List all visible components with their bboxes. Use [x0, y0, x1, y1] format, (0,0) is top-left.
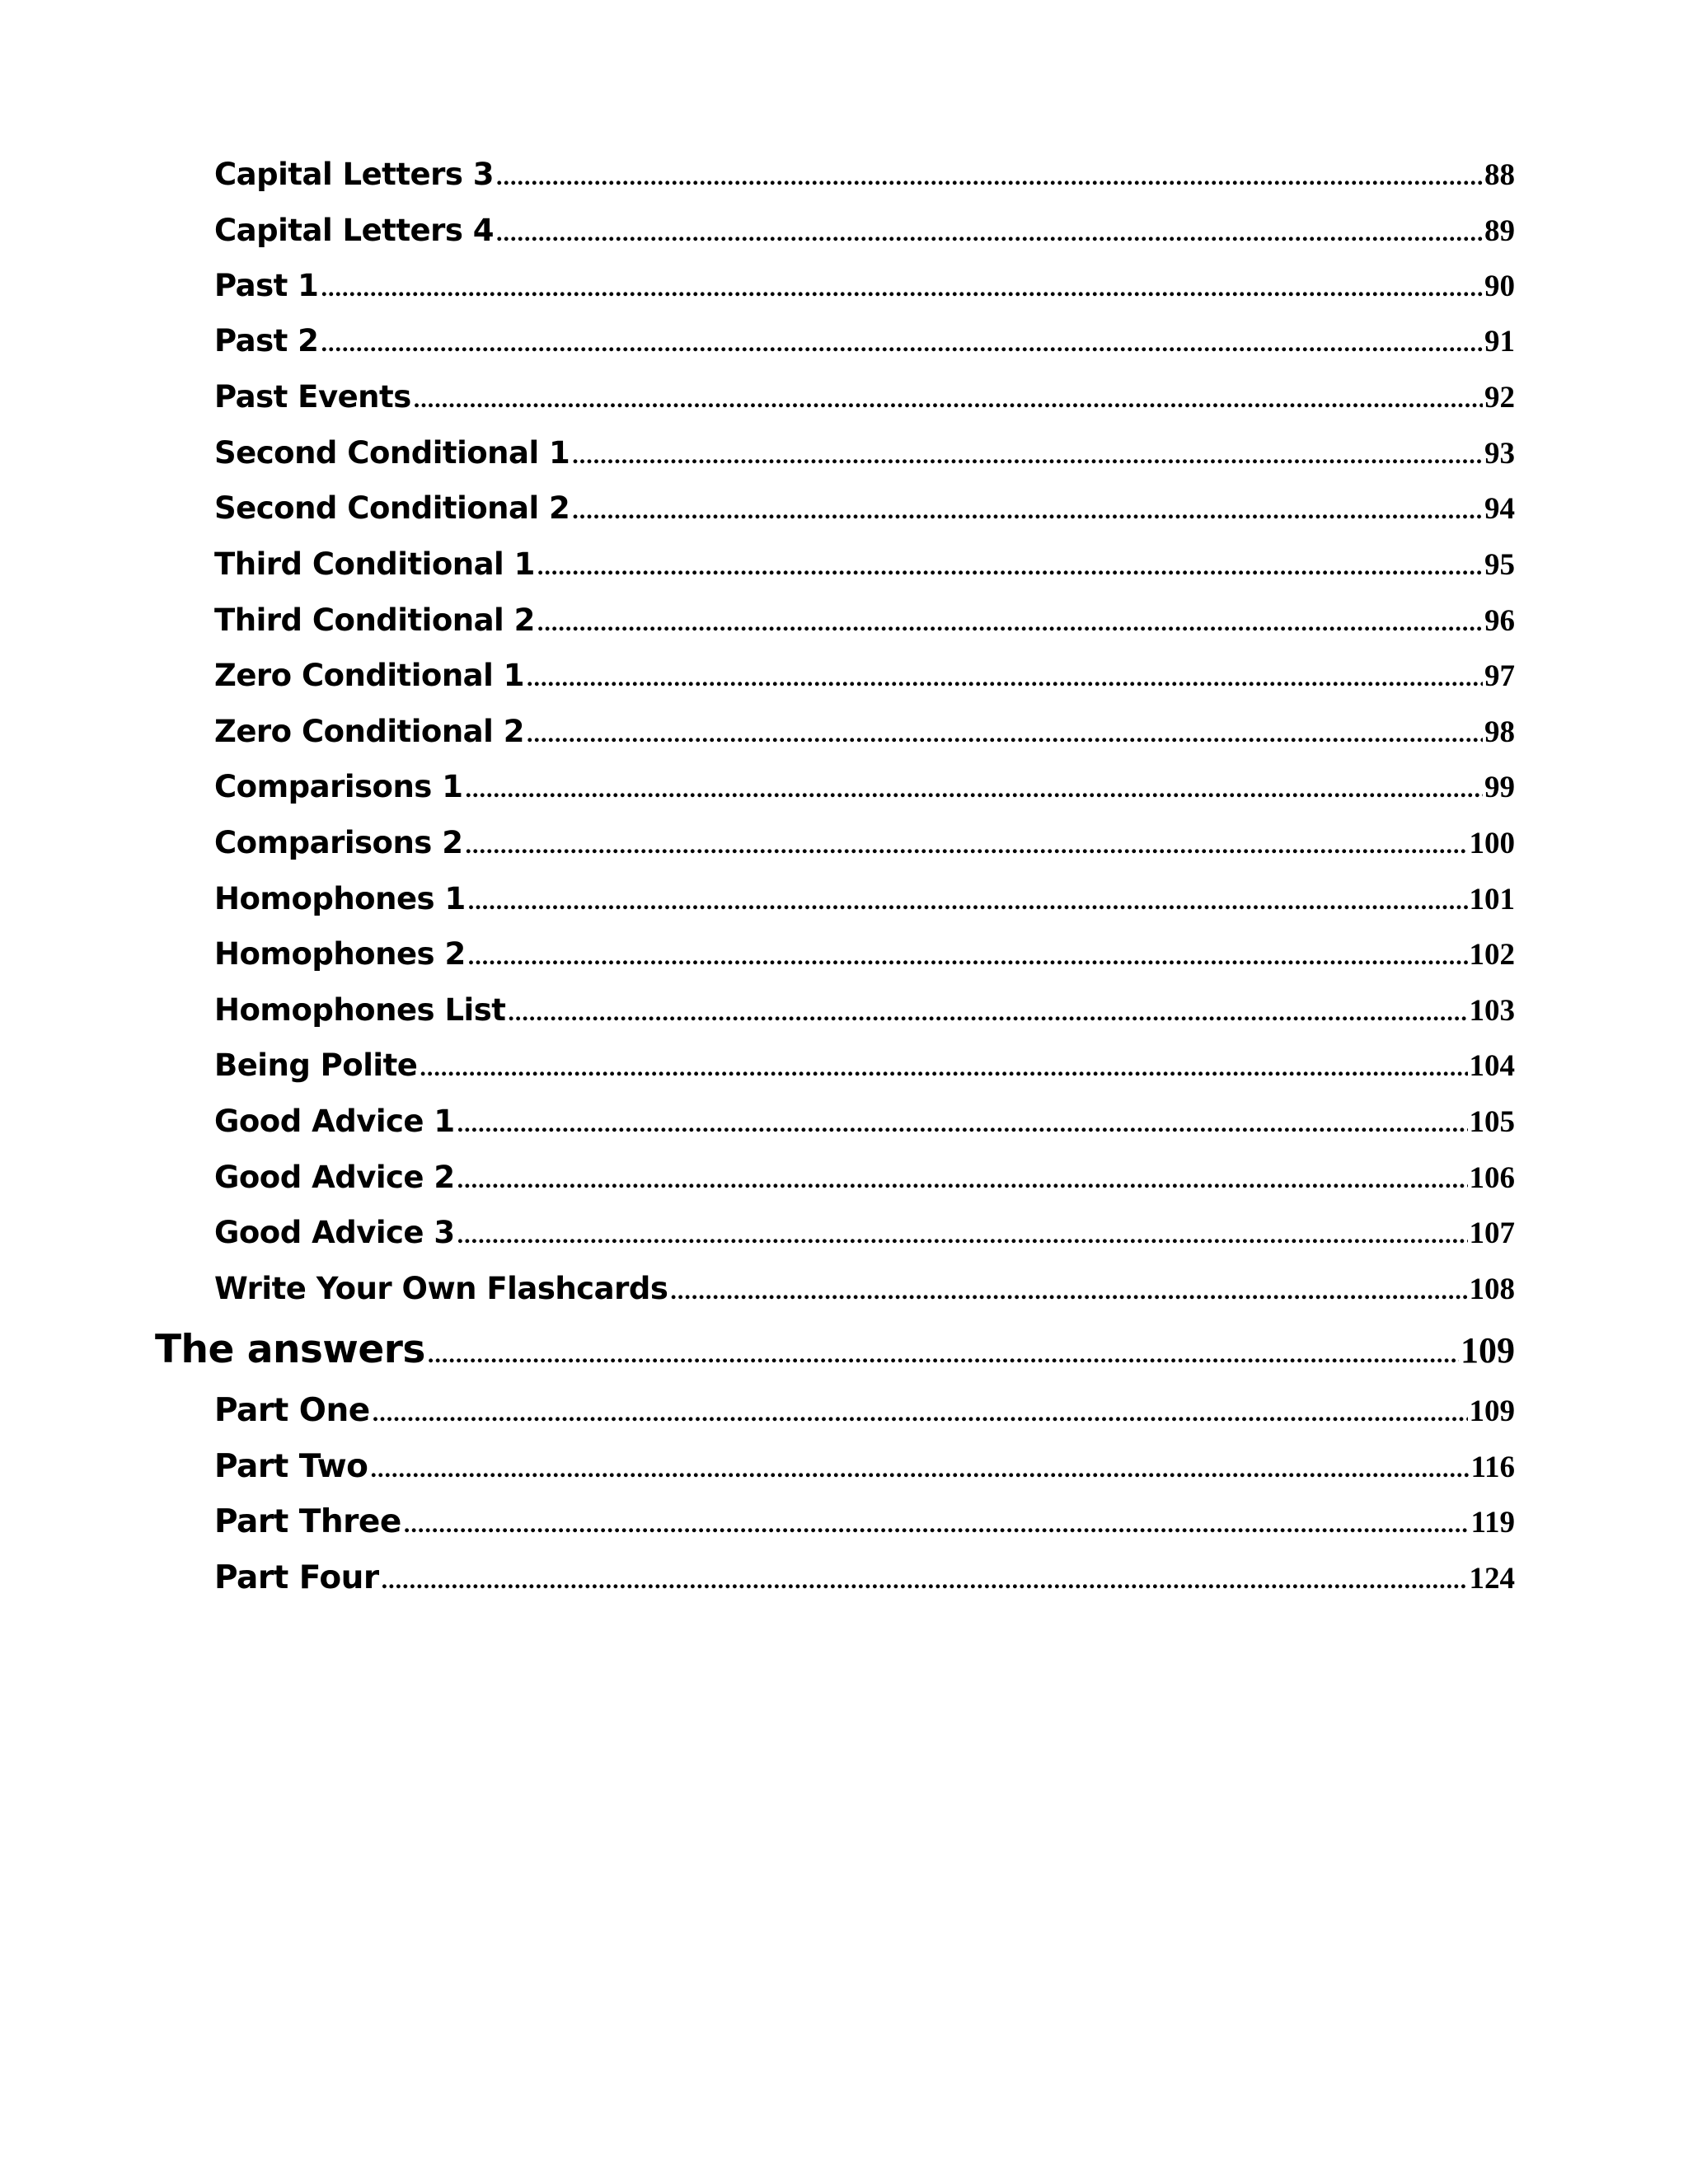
toc-entry-title: Comparisons 2 [214, 825, 463, 860]
toc-entry-title: Third Conditional 1 [214, 546, 535, 582]
toc-section-title: The answers [155, 1327, 425, 1372]
dot-leader [537, 553, 1483, 581]
dot-leader [465, 776, 1483, 804]
toc-entry-title: Good Advice 2 [214, 1160, 455, 1195]
toc-page-number: 95 [1484, 548, 1515, 582]
toc-entry-good-advice-1[interactable] [214, 1104, 1515, 1150]
toc-page-number: 91 [1484, 325, 1515, 359]
toc-entry-title: Zero Conditional 2 [214, 714, 524, 749]
toc-entry-homophones-list[interactable] [214, 992, 1515, 1038]
toc-entry-part-four[interactable] [214, 1559, 1515, 1605]
toc-page-number: 96 [1484, 604, 1515, 638]
toc-entry-title: Homophones 1 [214, 881, 466, 916]
toc-entry-part-two[interactable] [214, 1448, 1515, 1494]
toc-entry-being-polite[interactable] [214, 1047, 1515, 1094]
dot-leader [414, 386, 1483, 414]
toc-page-number: 108 [1469, 1272, 1515, 1306]
toc-entry-part-three[interactable] [214, 1503, 1515, 1549]
dot-leader [404, 1511, 1470, 1539]
toc-entry-title: Write Your Own Flashcards [214, 1271, 668, 1306]
dot-leader [457, 1110, 1468, 1138]
dot-leader [496, 163, 1483, 191]
toc-entry-title: Part Four [214, 1559, 379, 1596]
toc-page-number: 103 [1469, 994, 1515, 1028]
dot-leader [465, 832, 1467, 860]
dot-leader [457, 1221, 1468, 1249]
toc-entry-good-advice-2[interactable] [214, 1160, 1515, 1206]
toc-entry-title: Part Three [214, 1503, 401, 1540]
toc-page-number: 116 [1470, 1451, 1515, 1484]
toc-entry-second-conditional-1[interactable] [214, 435, 1515, 481]
toc-page-number: 98 [1484, 715, 1515, 749]
dot-leader [457, 1166, 1468, 1194]
toc-entry-zero-conditional-2[interactable] [214, 714, 1515, 760]
dot-leader [572, 442, 1483, 470]
toc-entry-past-events[interactable] [214, 379, 1515, 425]
toc-page-number: 100 [1469, 827, 1515, 860]
dot-leader [321, 330, 1483, 358]
toc-page-number: 92 [1484, 381, 1515, 415]
toc-page-number: 101 [1469, 883, 1515, 916]
dot-leader [420, 1054, 1467, 1082]
toc-page-number: 88 [1484, 158, 1515, 192]
dot-leader [373, 1399, 1468, 1427]
dot-leader [537, 609, 1483, 637]
toc-page-number: 106 [1469, 1161, 1515, 1195]
toc-entry-title: Comparisons 1 [214, 769, 463, 804]
toc-entry-title: Zero Conditional 1 [214, 658, 524, 693]
dot-leader [428, 1341, 1459, 1369]
toc-page-number: 94 [1484, 492, 1515, 526]
toc-page-number: 124 [1469, 1562, 1515, 1596]
dot-leader [496, 219, 1483, 247]
dot-leader [468, 943, 1468, 971]
toc-entry-title: Past 1 [214, 268, 319, 303]
dot-leader [527, 720, 1483, 748]
toc-page-number: 104 [1469, 1049, 1515, 1083]
toc-entry-title: Capital Letters 4 [214, 213, 495, 248]
dot-leader [370, 1455, 1469, 1483]
toc-page-number: 93 [1484, 437, 1515, 471]
toc-entry-part-one[interactable] [214, 1392, 1515, 1438]
toc-page-number: 102 [1469, 938, 1515, 972]
toc-entry-title: Past 2 [214, 323, 319, 359]
dot-leader [468, 888, 1468, 916]
toc-page-number: 89 [1484, 214, 1515, 248]
toc-entry-homophones-1[interactable] [214, 881, 1515, 927]
toc-entry-past-2[interactable] [214, 323, 1515, 369]
dot-leader [382, 1567, 1468, 1595]
toc-entry-title: Second Conditional 1 [214, 435, 570, 471]
toc-section-the-answers[interactable] [155, 1327, 1515, 1378]
toc-page-number: 90 [1484, 269, 1515, 303]
toc-entry-capital-letters-4[interactable] [214, 213, 1515, 259]
toc-entry-second-conditional-2[interactable] [214, 490, 1515, 537]
dot-leader [527, 664, 1483, 692]
toc-entry-title: Being Polite [214, 1047, 418, 1083]
toc-entry-good-advice-3[interactable] [214, 1215, 1515, 1261]
toc-entry-comparisons-2[interactable] [214, 825, 1515, 871]
toc-entry-zero-conditional-1[interactable] [214, 658, 1515, 704]
toc-entry-title: Third Conditional 2 [214, 602, 535, 638]
toc-page-number: 109 [1461, 1330, 1515, 1371]
toc-entry-title: Second Conditional 2 [214, 490, 570, 526]
toc-entry-title: Homophones List [214, 992, 506, 1028]
dot-leader [572, 497, 1483, 525]
toc-page-number: 99 [1484, 771, 1515, 804]
toc-page-number: 107 [1469, 1216, 1515, 1250]
toc-entry-title: Part One [214, 1392, 370, 1429]
dot-leader [321, 274, 1483, 302]
toc-entry-title: Good Advice 3 [214, 1215, 455, 1250]
toc-entry-third-conditional-2[interactable] [214, 602, 1515, 649]
toc-page-number: 109 [1469, 1394, 1515, 1428]
toc-entry-title: Part Two [214, 1448, 368, 1485]
toc-entry-third-conditional-1[interactable] [214, 546, 1515, 593]
toc-entry-comparisons-1[interactable] [214, 769, 1515, 815]
toc-entry-write-your-own-flashcards[interactable] [214, 1271, 1515, 1317]
toc-entry-homophones-2[interactable] [214, 936, 1515, 982]
toc-entry-past-1[interactable] [214, 268, 1515, 314]
toc-entry-capital-letters-3[interactable] [214, 157, 1515, 203]
toc-entry-title: Capital Letters 3 [214, 157, 495, 192]
dot-leader [670, 1277, 1467, 1305]
toc-page-number: 97 [1484, 659, 1515, 693]
toc-entry-title: Homophones 2 [214, 936, 466, 972]
toc-entry-title: Past Events [214, 379, 411, 415]
toc-entry-title: Good Advice 1 [214, 1104, 455, 1139]
toc-page-number: 119 [1470, 1506, 1515, 1540]
toc-page-number: 105 [1469, 1105, 1515, 1139]
dot-leader [508, 999, 1467, 1027]
